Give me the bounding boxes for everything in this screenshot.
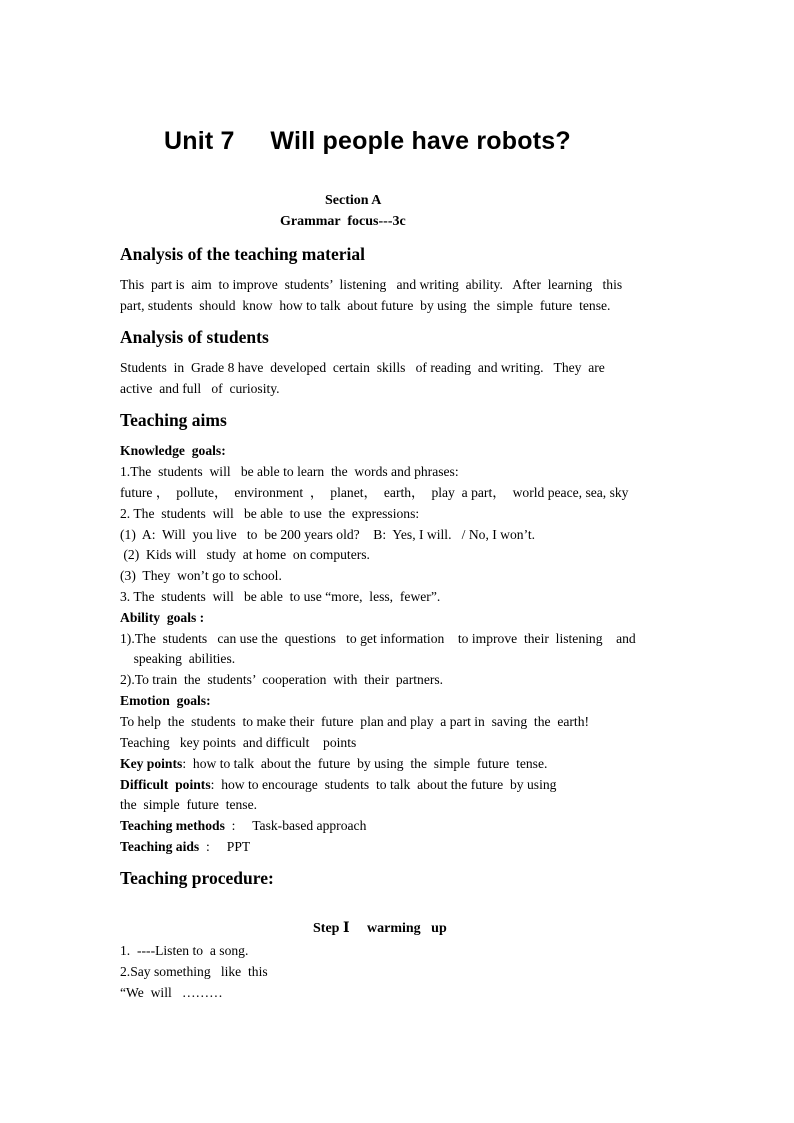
list-item: 3. The students will be able to use “more, less, fewer”. [120,589,441,604]
list-item: “We will ……… [120,985,223,1000]
paragraph-line: Teaching key points and difficult points [120,735,357,750]
list-item: 2. The students will be able to use the expressions: [120,506,420,521]
difficult-points-label: Difficult points [120,777,211,792]
list-item: 1.The students will be able to learn the words and phrases: [120,464,459,479]
heading-teaching-aims: Teaching aims [120,410,227,430]
list-item: 1. ----Listen to a song. [120,943,249,958]
paragraph-line: the simple future tense. [120,797,258,812]
teaching-methods-label: Teaching methods [120,818,225,833]
paragraph-line: To help the students to make their future plan and play a part in saving the earth! [120,714,590,729]
difficult-points-line [120,775,556,795]
difficult-points-text: : how to encourage students to talk about the future by using [210,777,557,792]
list-item: (2) Kids will study at home on computers. [120,547,370,562]
step-title: Step Ⅰ warming up [313,921,447,936]
list-item: 1).The students can use the questions to get information to improve their listening and [120,631,636,646]
knowledge-goals-label: Knowledge goals: [120,443,226,458]
section-label: Section A [325,193,382,208]
paragraph-line: part, students should know how to talk about future by using the simple future tense. [120,298,611,313]
heading-students: Analysis of students [120,327,269,347]
teaching-methods-text: : Task-based approach [224,818,367,833]
paragraph-line: Students in Grade 8 have developed certain skills of reading and writing. They are [120,360,605,375]
paragraph-line: active and full of curiosity. [120,381,280,396]
list-item: 2.Say something like this [120,964,268,979]
teaching-aids-text: : PPT [199,839,251,854]
key-points-label: Key points [120,756,183,771]
heading-teaching-procedure: Teaching procedure: [120,868,274,888]
list-item: (1) A: Will you live to be 200 years old? B: Yes, I will. / No, I won’t. [120,527,536,542]
key-points-text: : how to talk about the future by using the simple future tense. [182,756,548,771]
teaching-aids-line [120,837,250,857]
list-item: 2).To train the students’ cooperation with their partners. [120,672,444,687]
list-item: (3) They won’t go to school. [120,568,282,583]
document-title: Unit 7 Will people have robots? [164,127,571,155]
list-item: future ， pollute， environment ， planet， earth， play a part， world peace, sea, sky [120,485,629,500]
teaching-aids-label: Teaching aids [120,839,200,854]
key-points-line [120,754,547,774]
list-item: speaking abilities. [120,651,236,666]
paragraph-line: This part is aim to improve students’ listening and writing ability. After learning this [120,277,623,292]
heading-teaching-material: Analysis of the teaching material [120,244,365,264]
ability-goals-label: Ability goals : [120,610,205,625]
emotion-goals-label: Emotion goals: [120,693,211,708]
teaching-methods-line [120,816,366,836]
subsection-label: Grammar focus---3c [280,214,406,229]
